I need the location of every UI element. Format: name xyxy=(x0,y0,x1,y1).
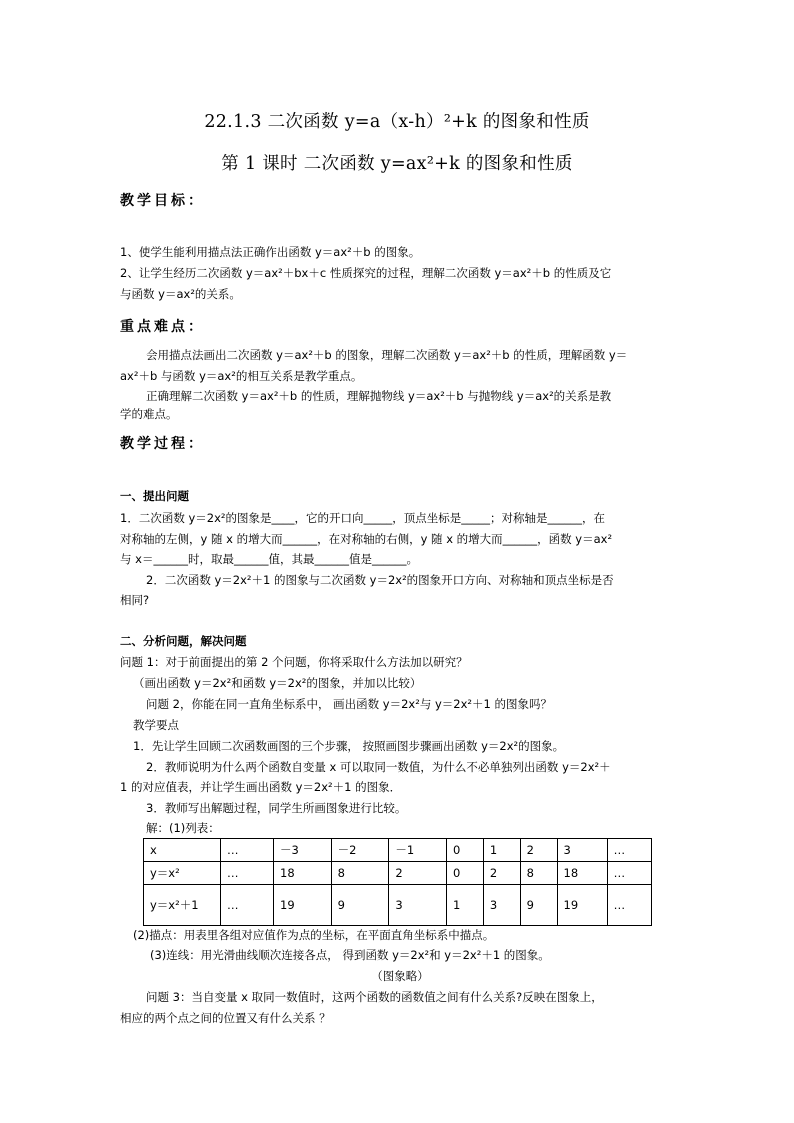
table-cell: 0 xyxy=(447,839,484,862)
table-cell: x xyxy=(144,839,221,862)
table-cell: … xyxy=(607,862,651,885)
teaching-step: 2．教师说明为什么两个函数自变量 x 可以取同一数值，为什么不必单独列出函数 y＝2x²＋ xyxy=(146,760,611,774)
table-cell: 0 xyxy=(447,862,484,885)
table-cell: 19 xyxy=(557,885,607,926)
table-row xyxy=(144,839,652,862)
table-cell: 18 xyxy=(557,862,607,885)
keypoints-line: 正确理解二次函数 y＝ax²＋b 的性质，理解抛物线 y＝ax²＋b 与抛物线 y＝ax²的关系是教 xyxy=(146,389,612,403)
solution-label: 解：(1)列表： xyxy=(146,821,220,835)
question-line: 与 x＝______时，取最______值，其最______值是______。 xyxy=(120,552,418,566)
objective-line: 与函数 y＝ax²的关系。 xyxy=(120,287,241,301)
keypoints-line: ax²＋b 与函数 y＝ax²的相互关系是教学重点。 xyxy=(120,369,363,383)
table-cell: 3 xyxy=(557,839,607,862)
table-cell: －2 xyxy=(331,839,389,862)
table-row xyxy=(144,862,652,885)
value-table xyxy=(143,838,652,926)
figure-note: （图象略） xyxy=(371,969,429,983)
objective-line: 2、让学生经历二次函数 y＝ax²＋bx＋c 性质探究的过程，理解二次函数 y＝ax²＋b 的性质及它 xyxy=(120,266,612,280)
table-cell: 3 xyxy=(389,885,447,926)
connect-step: (3)连线：用光滑曲线顺次连接各点， 得到函数 y＝2x²和 y＝2x²＋1 的图象。 xyxy=(150,948,550,962)
teaching-step: 1 的对应值表，并让学生画出函数 y＝2x²＋1 的图象． xyxy=(120,780,402,794)
teaching-key-label: 教学要点 xyxy=(133,718,179,732)
table-cell: 9 xyxy=(520,885,557,926)
table-cell: … xyxy=(221,839,274,862)
table-cell: 9 xyxy=(331,885,389,926)
table-cell: 2 xyxy=(483,862,520,885)
table-row xyxy=(144,885,652,926)
process-heading: 教学过程： xyxy=(120,436,205,452)
lesson-subtitle: 第 1 课时 二次函数 y=ax²+k 的图象和性质 xyxy=(221,154,573,174)
table-cell: 1 xyxy=(447,885,484,926)
question-3-continued: 相应的两个点之间的位置又有什么关系 ？ xyxy=(120,1011,331,1025)
table-cell: y＝x² xyxy=(144,862,221,885)
teaching-step: 3．教师写出解题过程，同学生所画图象进行比较。 xyxy=(146,801,407,815)
keypoints-heading: 重点难点： xyxy=(120,319,205,335)
table-cell: … xyxy=(607,885,651,926)
question-line: 2．二次函数 y＝2x²＋1 的图象与二次函数 y＝2x²的图象开口方向、对称轴和顶点坐标是否 xyxy=(146,573,614,587)
lesson-title: 22.1.3 二次函数 y=a（x-h）²+k 的图象和性质 xyxy=(204,112,590,132)
question-1-hint: （画出函数 y＝2x²和函数 y＝2x²的图象，并加以比较） xyxy=(133,676,422,690)
teaching-step: 1．先让学生回顾二次函数画图的三个步骤， 按照画图步骤画出函数 y＝2x²的图象。 xyxy=(133,739,565,753)
table-cell: 8 xyxy=(331,862,389,885)
question-line: 1．二次函数 y＝2x²的图象是____，它的开口向_____，顶点坐标是_____；对称轴是______，在 xyxy=(120,511,606,525)
table-cell: 18 xyxy=(274,862,332,885)
part2-heading: 二、分析问题，解决问题 xyxy=(120,634,247,648)
table-cell: 1 xyxy=(483,839,520,862)
table-cell: … xyxy=(221,885,274,926)
part1-heading: 一、提出问题 xyxy=(120,489,189,503)
keypoints-line: 会用描点法画出二次函数 y＝ax²＋b 的图象，理解二次函数 y＝ax²＋b 的性质，理解函数 y＝ xyxy=(146,348,628,362)
table-cell: … xyxy=(221,862,274,885)
table-cell: 2 xyxy=(389,862,447,885)
table-cell: … xyxy=(607,839,651,862)
question-line: 对称轴的左侧，y 随 x 的增大而______，在对称轴的右侧，y 随 x 的增大而______，函数 y＝ax² xyxy=(120,532,613,546)
question-line: 相同? xyxy=(120,593,150,607)
question-2: 问题 2，你能在同一直角坐标系中， 画出函数 y＝2x²与 y＝2x²＋1 的图象吗？ xyxy=(146,697,552,711)
table-cell: 19 xyxy=(274,885,332,926)
table-cell: y＝x²＋1 xyxy=(144,885,221,926)
table-cell: －3 xyxy=(274,839,332,862)
table-cell: 8 xyxy=(520,862,557,885)
table-cell: 3 xyxy=(483,885,520,926)
objective-line: 1、使学生能利用描点法正确作出函数 y＝ax²＋b 的图象。 xyxy=(120,245,421,259)
table-cell: －1 xyxy=(389,839,447,862)
question-3: 问题 3：当自变量 x 取同一数值时，这两个函数的函数值之间有什么关系?反映在图象上， xyxy=(146,990,603,1004)
plot-step: (2)描点：用表里各组对应值作为点的坐标，在平面直角坐标系中描点。 xyxy=(133,928,495,942)
question-1: 问题 1：对于前面提出的第 2 个问题，你将采取什么方法加以研究？ xyxy=(120,655,468,669)
objectives-heading: 教学目标： xyxy=(120,193,205,209)
table-cell: 2 xyxy=(520,839,557,862)
keypoints-line: 学的难点。 xyxy=(120,407,178,421)
